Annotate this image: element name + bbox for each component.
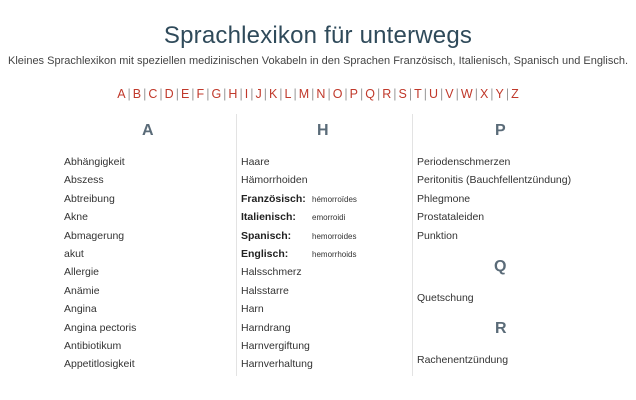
alphabet-separator: |	[393, 87, 397, 101]
alphabet-separator: |	[474, 87, 478, 101]
alphabet-separator: |	[455, 87, 459, 101]
lexicon-entry[interactable]: Phlegmone	[417, 192, 471, 205]
lexicon-entry[interactable]: Prostataleiden	[417, 211, 485, 224]
letter-heading-r: R	[495, 320, 507, 337]
alphabet-separator: |	[408, 87, 413, 101]
lexicon-entry[interactable]: Abhängigkeit	[64, 156, 125, 168]
alphabet-link-y[interactable]: Y	[495, 87, 504, 101]
lexicon-entry[interactable]: akut	[64, 248, 84, 260]
letter-heading-a: A	[142, 122, 154, 139]
letter-heading-p: P	[495, 122, 506, 139]
alphabet-link-m[interactable]: M	[298, 87, 310, 101]
lexicon-entry[interactable]: Harn	[241, 303, 264, 316]
translation-value: hemorroides	[312, 231, 357, 241]
alphabet-link-e[interactable]: E	[180, 87, 190, 101]
translation-language-label: Spanisch:	[241, 229, 292, 242]
alphabet-link-r[interactable]: R	[382, 87, 392, 101]
alphabet-separator: |	[279, 87, 283, 101]
alphabet-link-i[interactable]: I	[244, 87, 249, 101]
lexicon-entry[interactable]: Hämorrhoiden	[241, 174, 308, 187]
alphabet-link-j[interactable]: J	[255, 87, 262, 101]
translation-language-label: Französisch:	[241, 192, 306, 205]
alphabet-separator: |	[423, 87, 428, 101]
lexicon-entry[interactable]: Punktion	[417, 229, 458, 242]
lexicon-entry[interactable]: Abtreibung	[64, 192, 115, 205]
alphabet-link-n[interactable]: N	[316, 87, 326, 101]
alphabet-separator: |	[175, 87, 179, 101]
alphabet-link-t[interactable]: T	[414, 87, 422, 101]
alphabet-link-p[interactable]: P	[349, 87, 359, 101]
lexicon-entry[interactable]: Peritonitis (Bauchfellentzündung)	[417, 174, 572, 187]
page-subtitle: Kleines Sprachlexikon mit speziellen medizinischen Vokabeln in den Sprachen Französisch, Italienisch, Spanisch und Englisch.	[7, 55, 628, 67]
alphabet-link-q[interactable]: Q	[365, 87, 375, 101]
lexicon-entry[interactable]: Rachenentzündung	[417, 354, 509, 366]
alphabet-link-d[interactable]: D	[164, 87, 174, 101]
alphabet-separator: |	[143, 87, 147, 101]
alphabet-nav	[0, 87, 636, 101]
alphabet-separator: |	[191, 87, 195, 101]
letter-heading-h: H	[317, 122, 329, 139]
lexicon-entry[interactable]: Halsschmerz	[241, 266, 302, 279]
alphabet-separator: |	[377, 87, 381, 101]
alphabet-link-c[interactable]: C	[148, 87, 158, 101]
lexicon-entry[interactable]: Harnverhaltung	[241, 358, 313, 371]
lexicon-entry[interactable]: Harndrang	[241, 321, 291, 334]
alphabet-link-v[interactable]: V	[445, 87, 454, 101]
alphabet-link-l[interactable]: L	[284, 87, 292, 101]
alphabet-separator: |	[360, 87, 364, 101]
column-divider	[236, 114, 237, 376]
alphabet-separator: |	[440, 87, 444, 101]
alphabet-link-o[interactable]: O	[332, 87, 343, 101]
letter-heading-q: Q	[494, 258, 507, 275]
page-title: Sprachlexikon für unterwegs	[163, 22, 473, 49]
alphabet-link-a[interactable]: A	[117, 87, 126, 101]
translation-value: emorroidi	[312, 213, 346, 223]
lexicon-entry[interactable]: Halsstarre	[241, 284, 289, 297]
translation-value: hemorrhoids	[312, 250, 357, 259]
alphabet-separator: |	[344, 87, 348, 101]
alphabet-link-z[interactable]: Z	[511, 87, 519, 101]
lexicon-entry[interactable]: Anämie	[64, 284, 100, 297]
alphabet-link-s[interactable]: S	[398, 87, 407, 101]
translation-language-label: Italienisch:	[241, 211, 296, 224]
lexicon-entry[interactable]: Abszess	[64, 174, 104, 187]
alphabet-separator: |	[327, 87, 331, 101]
translation-language-label: Englisch:	[241, 248, 289, 260]
lexicon-entry[interactable]: Antibiotikum	[64, 340, 122, 352]
lexicon-entry[interactable]: Abmagerung	[64, 229, 125, 242]
alphabet-separator: |	[239, 87, 243, 101]
lexicon-entry[interactable]: Appetitlosigkeit	[64, 358, 135, 371]
alphabet-link-b[interactable]: B	[132, 87, 142, 101]
lexicon-entry[interactable]: Quetschung	[417, 292, 474, 304]
alphabet-separator: |	[263, 87, 267, 101]
alphabet-separator: |	[159, 87, 163, 101]
alphabet-separator: |	[127, 87, 131, 101]
translation-value: hémorroïdes	[312, 194, 357, 204]
alphabet-separator: |	[311, 87, 315, 101]
alphabet-link-h[interactable]: H	[228, 87, 238, 101]
lexicon-entry[interactable]: Angina	[64, 303, 97, 316]
alphabet-separator: |	[250, 87, 254, 101]
lexicon-entry[interactable]: Harnvergiftung	[241, 340, 310, 352]
alphabet-separator: |	[505, 87, 510, 101]
alphabet-link-f[interactable]: F	[196, 87, 205, 101]
alphabet-separator: |	[223, 87, 227, 101]
alphabet-separator: |	[206, 87, 210, 101]
alphabet-link-w[interactable]: W	[460, 87, 473, 101]
lexicon-entry[interactable]: Allergie	[64, 266, 100, 279]
lexicon-entry[interactable]: Periodenschmerzen	[417, 156, 511, 168]
alphabet-link-g[interactable]: G	[211, 87, 222, 101]
alphabet-link-x[interactable]: X	[479, 87, 489, 101]
alphabet-link-k[interactable]: K	[268, 87, 278, 101]
lexicon-entry[interactable]: Angina pectoris	[64, 321, 137, 334]
alphabet-separator: |	[293, 87, 297, 101]
column-divider	[412, 114, 413, 376]
alphabet-separator: |	[490, 87, 494, 101]
lexicon-entry[interactable]: Haare	[241, 156, 270, 168]
alphabet-link-u[interactable]: U	[429, 87, 439, 101]
lexicon-entry[interactable]: Akne	[64, 211, 88, 224]
